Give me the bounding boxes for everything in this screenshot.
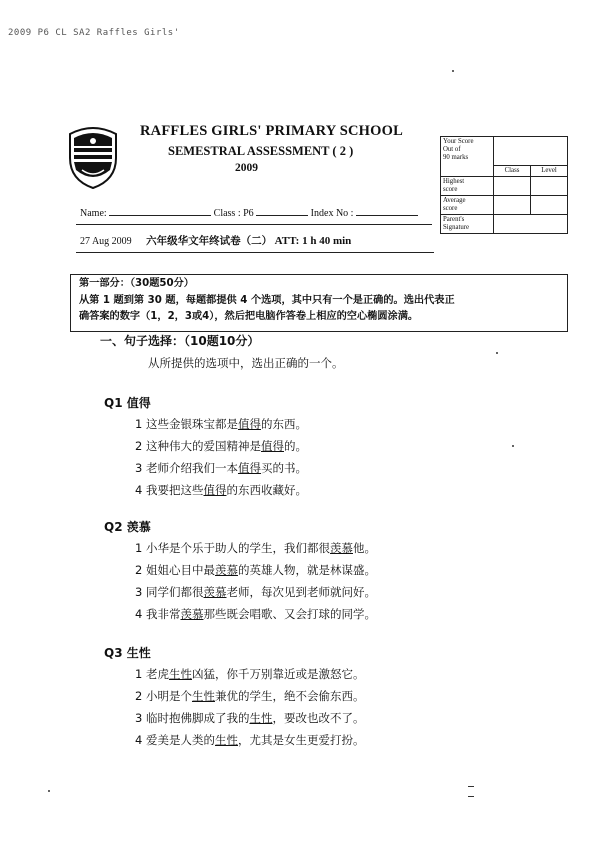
option-item[interactable]: 3 同学们都很羡慕老师，每次见到老师就问好。 <box>135 585 376 599</box>
exam-title: 六年级华文年终试卷（二） <box>146 235 273 247</box>
option-item[interactable]: 4 我非常羡慕那些既会唱歌、又会打球的同学。 <box>135 607 376 621</box>
average-class-cell <box>494 196 531 215</box>
scan-speck <box>512 445 514 447</box>
divider-line <box>76 224 432 225</box>
option-item[interactable]: 4 爱美是人类的生性，尤其是女生更爱打扮。 <box>135 733 365 747</box>
section-instruction: 从所提供的选项中，选出正确的一个。 <box>148 356 344 370</box>
exam-date: 27 Aug 2009 <box>80 236 132 247</box>
question-title: Q1 值得 <box>104 396 151 410</box>
option-item[interactable]: 3 老师介绍我们一本值得买的书。 <box>135 461 307 475</box>
option-item[interactable]: 3 临时抱佛脚成了我的生性，要改也改不了。 <box>135 711 365 725</box>
exam-time: ATT: 1 h 40 min <box>274 235 352 247</box>
option-item[interactable]: 2 这种伟大的爱国精神是值得的。 <box>135 439 307 453</box>
class-label: Class : P6 <box>213 208 254 219</box>
option-item[interactable]: 1 这些金银珠宝都是值得的东西。 <box>135 417 307 431</box>
school-crest-icon <box>64 124 122 190</box>
parent-signature-label: Parent's Signature <box>441 215 494 234</box>
highest-score-label: Highest score <box>441 177 494 196</box>
assessment-year: 2009 <box>235 162 258 174</box>
instruction-line: 确答案的数字（1，2，3或4），然后把电脑作答卷上相应的空心椭圆涂满。 <box>79 311 419 322</box>
scan-mark <box>468 786 474 787</box>
scan-speck <box>452 70 454 72</box>
option-item[interactable]: 1 老虎生性凶猛，你千万别靠近或是激怒它。 <box>135 667 365 681</box>
highest-level-cell <box>531 177 568 196</box>
scan-speck <box>48 790 50 792</box>
class-field[interactable] <box>256 205 308 216</box>
highest-class-cell <box>494 177 531 196</box>
exam-info-row <box>80 233 351 248</box>
question-title: Q2 羡慕 <box>104 520 151 534</box>
part-title: 第一部分：（30题50分） <box>79 278 194 289</box>
parent-signature-cell[interactable] <box>494 215 568 234</box>
student-info-row <box>80 205 418 219</box>
option-item[interactable]: 4 我要把这些值得的东西收藏好。 <box>135 483 307 497</box>
school-name: RAFFLES GIRLS' PRIMARY SCHOOL <box>140 123 403 139</box>
index-field[interactable] <box>356 205 418 216</box>
score-table <box>440 136 568 234</box>
assessment-title: SEMESTRAL ASSESSMENT ( 2 ) <box>168 144 354 158</box>
option-item[interactable]: 2 小明是个生性兼优的学生，绝不会偷东西。 <box>135 689 365 703</box>
option-item[interactable]: 1 小华是个乐于助人的学生，我们都很羡慕他。 <box>135 541 376 555</box>
scan-speck <box>496 352 498 354</box>
divider-line <box>76 252 434 253</box>
your-score-cell[interactable] <box>494 137 568 166</box>
question-title: Q3 生性 <box>104 646 151 660</box>
scan-mark <box>468 796 474 797</box>
section-title: 一、句子选择：（10题10分） <box>100 334 260 348</box>
name-label: Name: <box>80 208 107 219</box>
level-header: Level <box>531 166 568 177</box>
index-label: Index No : <box>310 208 354 219</box>
header-note: 2009 P6 CL SA2 Raffles Girls' <box>8 28 180 38</box>
average-score-label: Average score <box>441 196 494 215</box>
class-header: Class <box>494 166 531 177</box>
option-item[interactable]: 2 姐姐心目中最羡慕的英雄人物，就是林谋盛。 <box>135 563 376 577</box>
instruction-box <box>70 274 568 332</box>
average-level-cell <box>531 196 568 215</box>
name-field[interactable] <box>109 205 211 216</box>
instruction-line: 从第 1 题到第 30 题，每题都提供 4 个选项，其中只有一个是正确的。选出代表正 <box>79 294 455 306</box>
your-score-label: Your Score Out of 90 marks <box>441 137 494 177</box>
